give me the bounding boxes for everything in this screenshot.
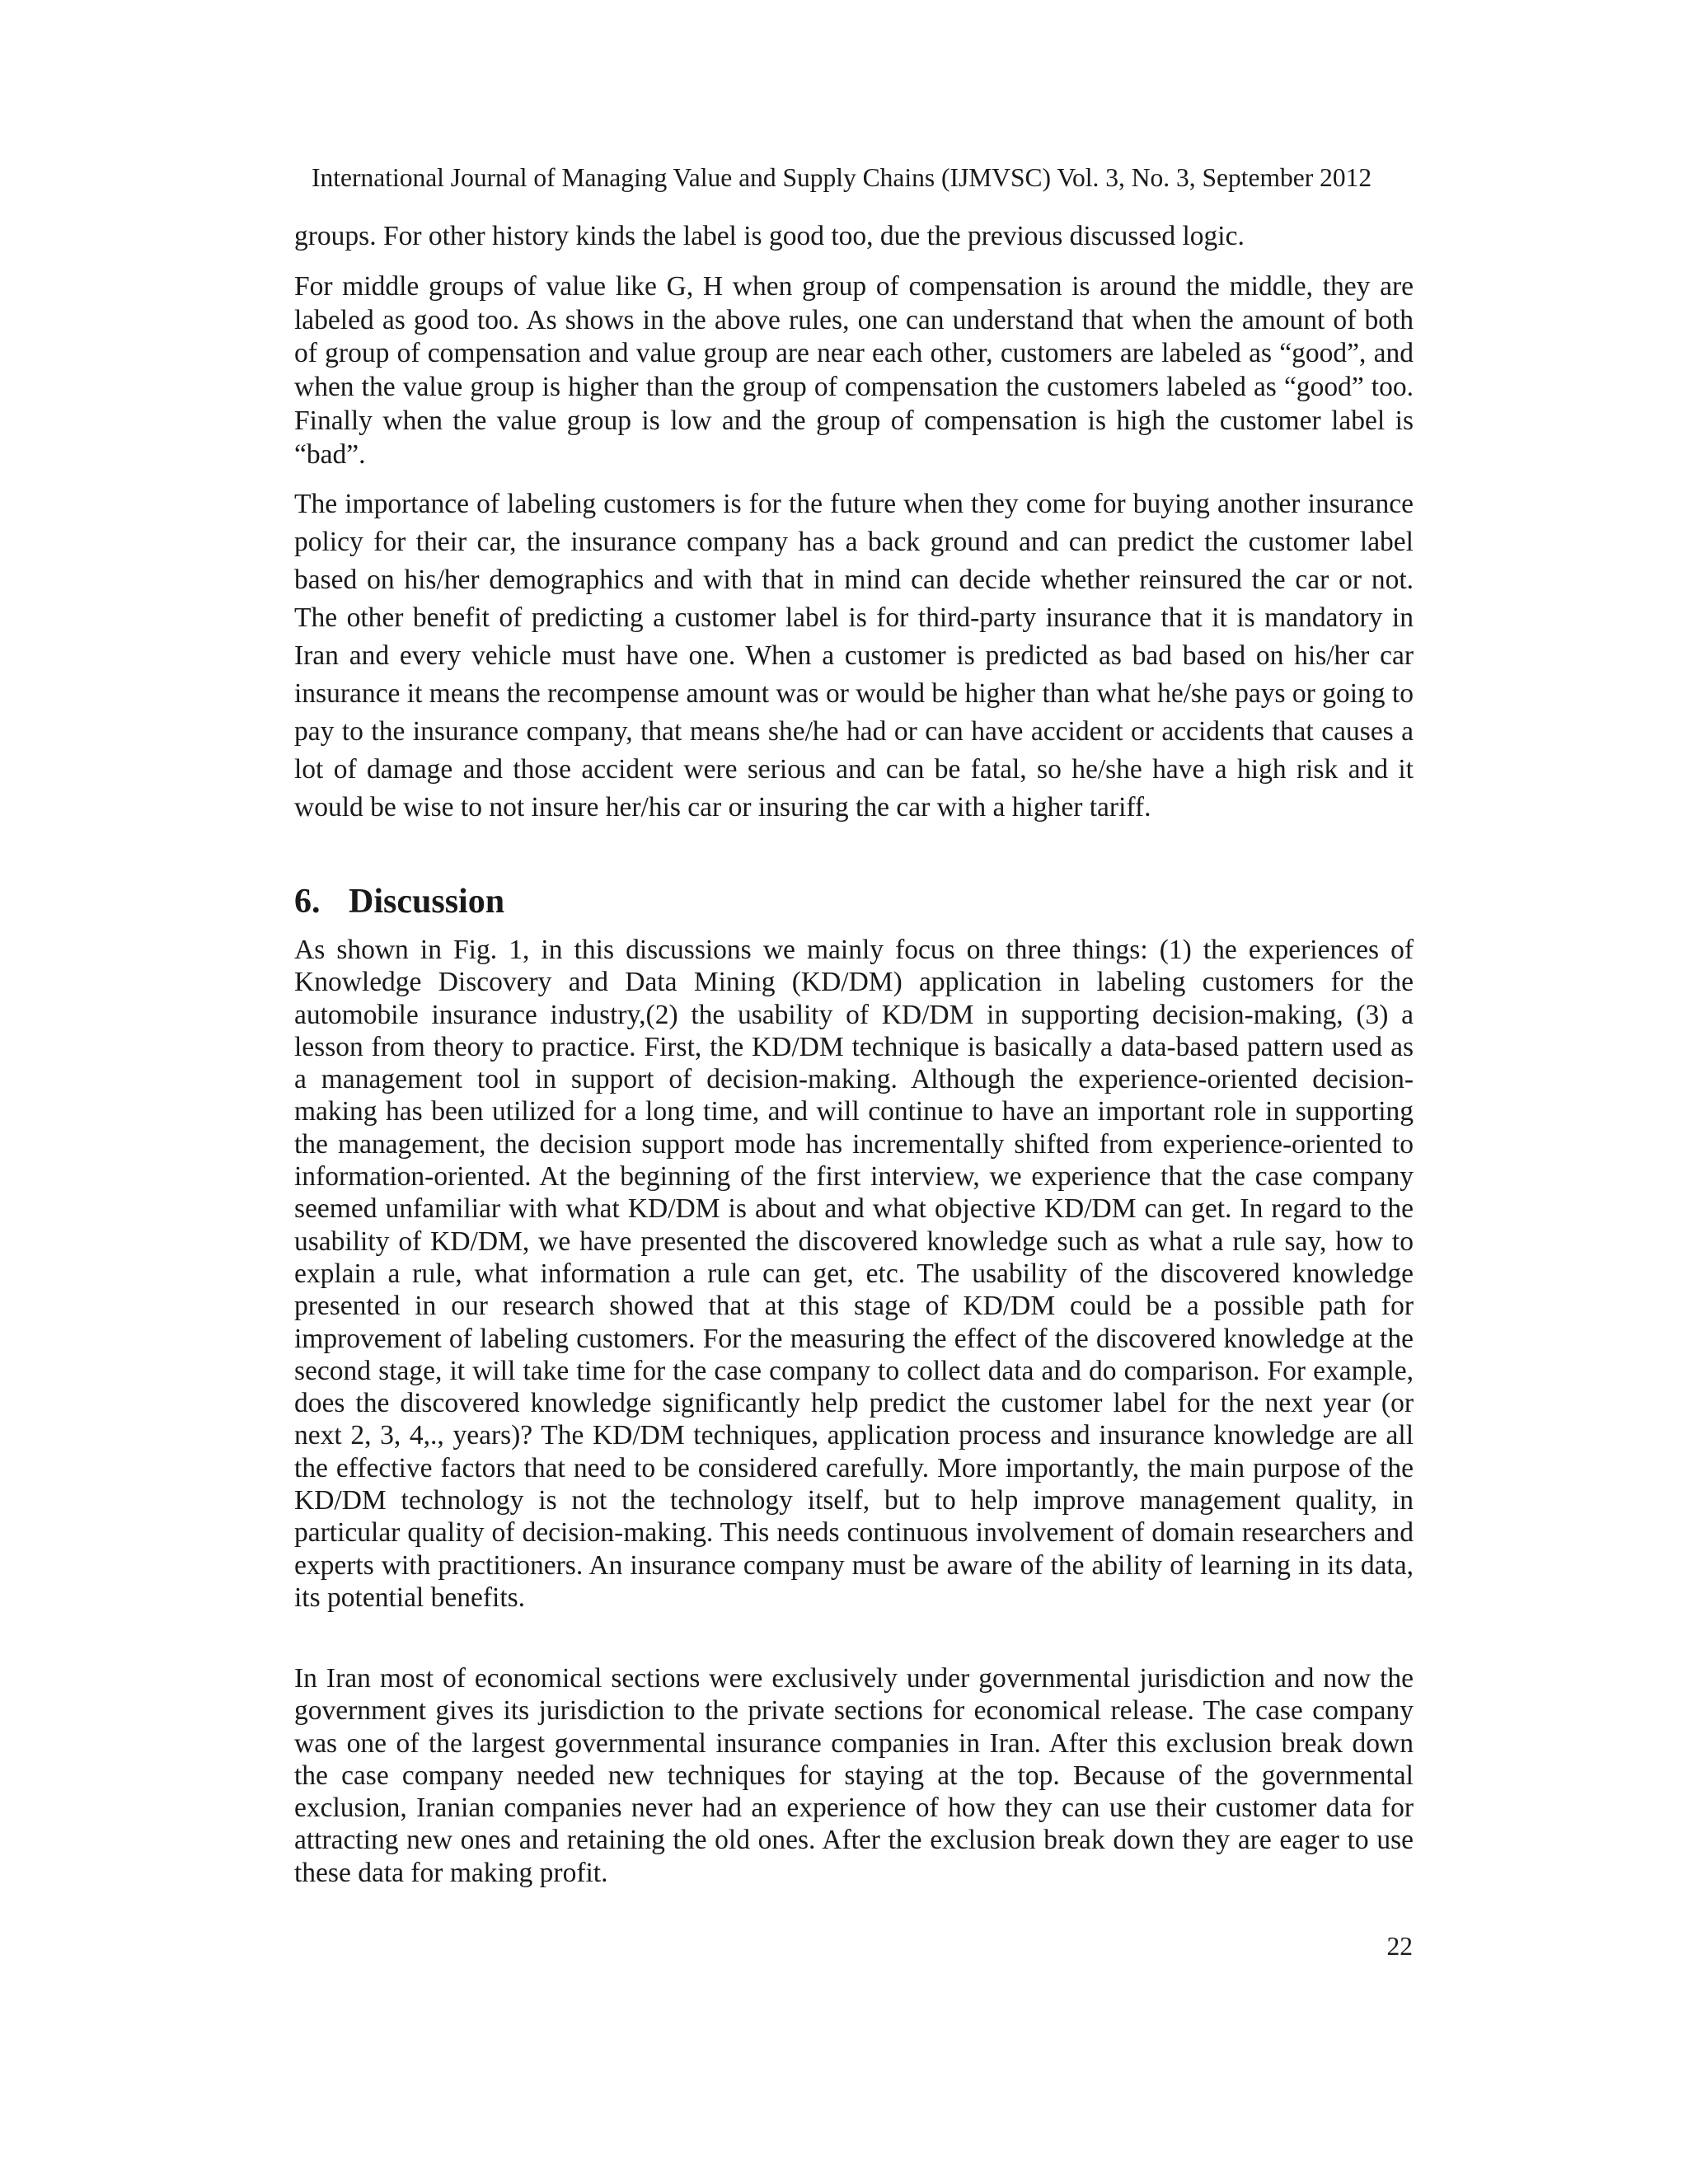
paragraph-labeling-importance: The importance of labeling customers is for the future when they come for buying another insurance policy for their car, the insurance company has a back ground and can predict the customer label based on his/her demographics and with that in mind can decide whether reinsured the car or not. The other benefit of predicting a customer label is for third-party insurance that it is mandatory in Iran and every vehicle must have one. When a customer is predicted as bad based on his/her car insurance it means the recompense amount was or would be higher than what he/she pays or going to pay to the insurance company, that means she/he had or can have accident or accidents that causes a lot of damage and those accident were serious and can be fatal, so he/she have a high risk and it would be wise to not insure her/his car or insuring the car with a higher tariff. — [294, 489, 1414, 823]
section-heading — [294, 879, 504, 925]
running-header: International Journal of Managing Value and Supply Chains (IJMVSC) Vol. 3, No. 3, September 2012 — [312, 163, 1372, 192]
paragraph-iran-context: In Iran most of economical sections were exclusively under governmental jurisdiction and now the government gives its jurisdiction to the private sections for economical release. The case company was one of the largest governmental insurance companies in Iran. After this exclusion break down the case company needed new techniques for staying at the top. Because of the governmental exclusion, Iranian companies never had an experience of how they can use their customer data for attracting new ones and retaining the old ones. After the exclusion break down they are eager to use these data for making profit. — [294, 1663, 1414, 1888]
page-number: 22 — [1386, 1932, 1413, 1961]
paragraph-middle-groups: For middle groups of value like G, H when group of compensation is around the middle, they are labeled as good too. As shows in the above rules, one can understand that when the amount of both of group of compensation and value group are near each other, customers are labeled as “good”, and when the value group is higher than the group of compensation the customers labeled as “good” too. Finally when the value group is low and the group of compensation is high the customer label is “bad”. — [294, 271, 1414, 470]
paragraph-discussion-overview: As shown in Fig. 1, in this discussions we mainly focus on three things: (1) the experiences of Knowledge Discovery and Data Mining (KD/DM) application in labeling customers for the automobile insurance industry,(2) the usability of KD/DM in supporting decision-making, (3) a lesson from theory to practice. First, the KD/DM technique is basically a data-based pattern used as a management tool in support of decision-making. Although the experience-oriented decision-making has been utilized for a long time, and will continue to have an important role in supporting the management, the decision support mode has incrementally shifted from experience-oriented to information-oriented. At the beginning of the first interview, we experience that the case company seemed unfamiliar with what KD/DM is about and what objective KD/DM can get. In regard to the usability of KD/DM, we have presented the discovered knowledge such as what a rule say, how to explain a rule, what information a rule can get, etc. The usability of the discovered knowledge presented in our research showed that at this stage of KD/DM could be a possible path for improvement of labeling customers. For the measuring the effect of the discovered knowledge at the second stage, it will take time for the case company to collect data and do comparison. For example, does the discovered knowledge significantly help predict the customer label for the next year (or next 2, 3, 4,., years)? The KD/DM techniques, application process and insurance knowledge are all the effective factors that need to be considered carefully. More importantly, the main purpose of the KD/DM technology is not the technology itself, but to help improve management quality, in particular quality of decision-making. This needs continuous involvement of domain researchers and experts with practitioners. An insurance company must be aware of the ability of learning in its data, its potential benefits. — [294, 935, 1414, 1613]
section-number: 6. — [294, 883, 321, 921]
paragraph-continuation: groups. For other history kinds the label is good too, due the previous discussed logic. — [294, 221, 1245, 251]
section-title: Discussion — [349, 883, 505, 921]
